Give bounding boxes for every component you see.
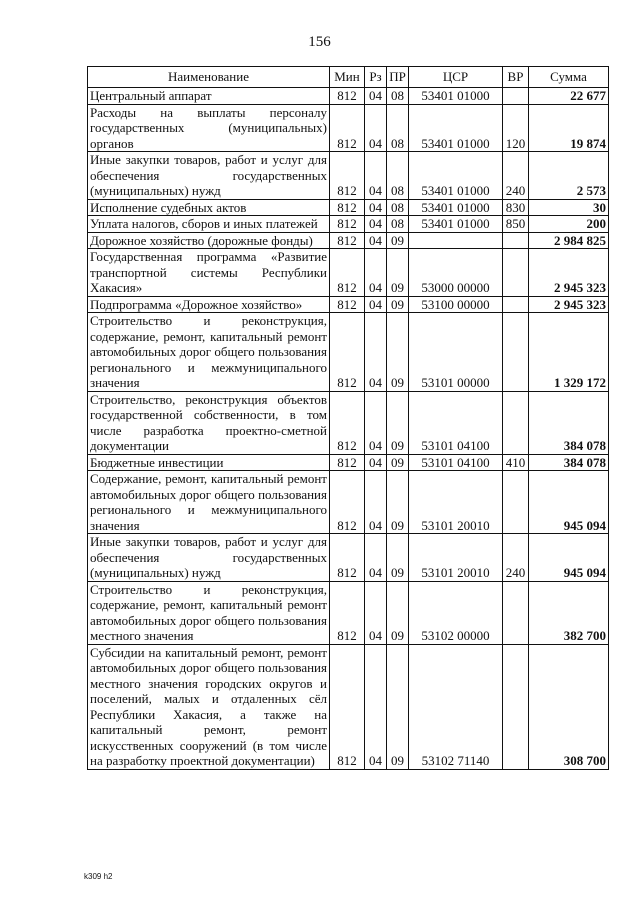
cell-csr: 53401 01000	[409, 104, 503, 152]
header-row	[88, 67, 609, 88]
cell-sum: 30	[529, 199, 609, 216]
table-row	[88, 296, 609, 313]
cell-rz: 04	[365, 644, 387, 769]
cell-sum: 19 874	[529, 104, 609, 152]
cell-csr: 53100 00000	[409, 296, 503, 313]
cell-pr: 09	[387, 249, 409, 297]
cell-min: 812	[330, 313, 365, 392]
cell-vr	[503, 391, 529, 454]
cell-pr: 08	[387, 216, 409, 233]
cell-csr	[409, 232, 503, 249]
table-row	[88, 249, 609, 297]
header-csr: ЦСР	[409, 67, 503, 88]
cell-csr: 53101 20010	[409, 534, 503, 582]
cell-vr	[503, 232, 529, 249]
cell-csr: 53401 01000	[409, 199, 503, 216]
cell-vr	[503, 471, 529, 534]
table-row	[88, 104, 609, 152]
cell-vr: 830	[503, 199, 529, 216]
cell-rz: 04	[365, 471, 387, 534]
cell-csr: 53101 04100	[409, 391, 503, 454]
table-body	[88, 88, 609, 770]
cell-pr: 09	[387, 581, 409, 644]
cell-name: Строительство и реконструкция, содержание, ремонт, капитальный ремонт автомобильных дорог общего пользования местного значения	[88, 581, 330, 644]
table-row	[88, 88, 609, 105]
cell-rz: 04	[365, 249, 387, 297]
table-row	[88, 471, 609, 534]
cell-sum: 382 700	[529, 581, 609, 644]
cell-pr: 09	[387, 232, 409, 249]
table-row	[88, 534, 609, 582]
cell-min: 812	[330, 104, 365, 152]
cell-vr: 410	[503, 454, 529, 471]
cell-csr: 53401 01000	[409, 152, 503, 200]
table-row	[88, 152, 609, 200]
cell-sum: 2 945 323	[529, 296, 609, 313]
cell-name: Расходы на выплаты персоналу государственных (муниципальных) органов	[88, 104, 330, 152]
cell-csr: 53101 00000	[409, 313, 503, 392]
cell-rz: 04	[365, 313, 387, 392]
cell-min: 812	[330, 534, 365, 582]
cell-min: 812	[330, 296, 365, 313]
cell-rz: 04	[365, 88, 387, 105]
cell-pr: 08	[387, 152, 409, 200]
header-vr: ВР	[503, 67, 529, 88]
header-name: Наименование	[88, 67, 330, 88]
cell-pr: 09	[387, 296, 409, 313]
header-rz: Рз	[365, 67, 387, 88]
cell-rz: 04	[365, 391, 387, 454]
header-pr: ПР	[387, 67, 409, 88]
cell-sum: 200	[529, 216, 609, 233]
cell-vr: 120	[503, 104, 529, 152]
cell-vr	[503, 249, 529, 297]
cell-sum: 2 945 323	[529, 249, 609, 297]
table-row	[88, 313, 609, 392]
cell-name: Исполнение судебных актов	[88, 199, 330, 216]
cell-sum: 384 078	[529, 391, 609, 454]
cell-min: 812	[330, 232, 365, 249]
cell-name: Дорожное хозяйство (дорожные фонды)	[88, 232, 330, 249]
cell-min: 812	[330, 249, 365, 297]
cell-sum: 308 700	[529, 644, 609, 769]
cell-csr: 53401 01000	[409, 216, 503, 233]
cell-min: 812	[330, 391, 365, 454]
cell-name: Содержание, ремонт, капитальный ремонт автомобильных дорог общего пользования регионального и межмуниципального значения	[88, 471, 330, 534]
cell-rz: 04	[365, 454, 387, 471]
cell-csr: 53000 00000	[409, 249, 503, 297]
header-sum: Сумма	[529, 67, 609, 88]
cell-sum: 945 094	[529, 534, 609, 582]
cell-vr	[503, 581, 529, 644]
cell-pr: 09	[387, 644, 409, 769]
cell-rz: 04	[365, 296, 387, 313]
cell-vr: 240	[503, 152, 529, 200]
table-row	[88, 644, 609, 769]
cell-vr: 850	[503, 216, 529, 233]
cell-min: 812	[330, 454, 365, 471]
cell-pr: 09	[387, 471, 409, 534]
cell-csr: 53101 20010	[409, 471, 503, 534]
cell-name: Подпрограмма «Дорожное хозяйство»	[88, 296, 330, 313]
cell-min: 812	[330, 581, 365, 644]
cell-vr: 240	[503, 534, 529, 582]
cell-pr: 09	[387, 391, 409, 454]
table-row	[88, 199, 609, 216]
cell-name: Государственная программа «Развитие транспортной системы Республики Хакасия»	[88, 249, 330, 297]
cell-pr: 08	[387, 88, 409, 105]
cell-rz: 04	[365, 152, 387, 200]
cell-rz: 04	[365, 216, 387, 233]
cell-vr	[503, 313, 529, 392]
footer-code: k309 h2	[84, 872, 113, 881]
cell-sum: 945 094	[529, 471, 609, 534]
cell-pr: 09	[387, 534, 409, 582]
cell-csr: 53101 04100	[409, 454, 503, 471]
cell-rz: 04	[365, 581, 387, 644]
cell-name: Центральный аппарат	[88, 88, 330, 105]
cell-name: Уплата налогов, сборов и иных платежей	[88, 216, 330, 233]
cell-pr: 09	[387, 454, 409, 471]
cell-sum: 22 677	[529, 88, 609, 105]
cell-sum: 2 573	[529, 152, 609, 200]
cell-rz: 04	[365, 534, 387, 582]
cell-pr: 08	[387, 199, 409, 216]
cell-csr: 53102 00000	[409, 581, 503, 644]
table-row	[88, 581, 609, 644]
cell-vr	[503, 644, 529, 769]
cell-min: 812	[330, 471, 365, 534]
table-row	[88, 454, 609, 471]
table-row	[88, 216, 609, 233]
header-min: Мин	[330, 67, 365, 88]
cell-vr	[503, 296, 529, 313]
cell-name: Строительство и реконструкция, содержание, ремонт, капитальный ремонт автомобильных дорог общего пользования регионального и межмуниципального значения	[88, 313, 330, 392]
cell-pr: 08	[387, 104, 409, 152]
cell-rz: 04	[365, 199, 387, 216]
cell-sum: 1 329 172	[529, 313, 609, 392]
table-row	[88, 232, 609, 249]
cell-min: 812	[330, 216, 365, 233]
cell-min: 812	[330, 644, 365, 769]
table-row	[88, 391, 609, 454]
cell-rz: 04	[365, 232, 387, 249]
cell-sum: 2 984 825	[529, 232, 609, 249]
cell-vr	[503, 88, 529, 105]
cell-min: 812	[330, 152, 365, 200]
cell-sum: 384 078	[529, 454, 609, 471]
cell-name: Строительство, реконструкция объектов государственной собственности, в том числе разработка проектно-сметной документации	[88, 391, 330, 454]
cell-csr: 53401 01000	[409, 88, 503, 105]
cell-name: Иные закупки товаров, работ и услуг для обеспечения государственных (муниципальных) нужд	[88, 152, 330, 200]
cell-name: Субсидии на капитальный ремонт, ремонт автомобильных дорог общего пользования местного значения городских округов и поселений, малых и отдаленных сёл Республики Хакасия, а также на капитальный ремонт, ремонт искусственных сооружений (в том числе на разработку проектной документации)	[88, 644, 330, 769]
cell-name: Иные закупки товаров, работ и услуг для обеспечения государственных (муниципальных) нужд	[88, 534, 330, 582]
cell-rz: 04	[365, 104, 387, 152]
cell-pr: 09	[387, 313, 409, 392]
cell-csr: 53102 71140	[409, 644, 503, 769]
cell-min: 812	[330, 199, 365, 216]
cell-name: Бюджетные инвестиции	[88, 454, 330, 471]
page-number: 156	[308, 34, 331, 50]
budget-table	[87, 66, 609, 770]
cell-min: 812	[330, 88, 365, 105]
